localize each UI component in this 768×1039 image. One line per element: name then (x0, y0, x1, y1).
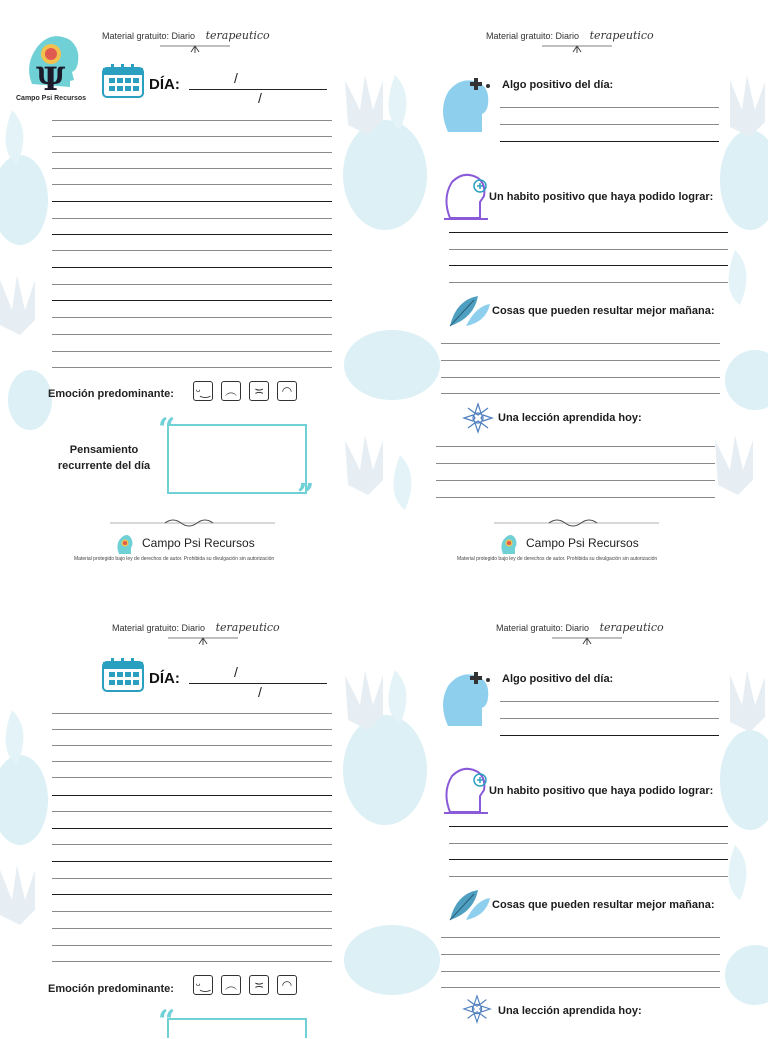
prompt-positive: Algo positivo del día: (502, 79, 614, 91)
answer-line (500, 718, 719, 719)
angry-face-icon[interactable]: ≍ (249, 381, 269, 401)
date-slash-2: / (258, 684, 262, 700)
header-ornament (168, 634, 238, 646)
logo-head-icon (18, 32, 88, 92)
journal-line (52, 218, 332, 219)
calendar-icon (102, 64, 144, 98)
journal-line (52, 351, 332, 352)
header-word1: Diario (171, 31, 196, 41)
head-plus-icon (440, 666, 496, 732)
mandala-icon (462, 994, 492, 1024)
happy-face-icon[interactable]: ᵕ‿ (193, 381, 213, 401)
header-title (486, 29, 654, 42)
quote-close-icon: ” (297, 478, 315, 513)
footer-ornament (494, 518, 659, 528)
header-word1: Diario (555, 31, 580, 41)
svg-text:Ψ: Ψ (36, 60, 66, 92)
answer-line (449, 232, 728, 233)
leaves-icon (446, 292, 492, 330)
emotion-label: Emoción predominante: (48, 983, 174, 995)
answer-line (441, 954, 720, 955)
prompt-habit: Un habito positivo que haya podido lograr: (489, 785, 714, 797)
journal-line (52, 334, 332, 335)
footer-logo-icon (116, 534, 134, 556)
header-word1: Diario (181, 623, 206, 633)
journal-line (52, 250, 332, 251)
thought-box[interactable] (167, 424, 307, 494)
header-prefix: Material gratuito: (112, 623, 180, 633)
journal-line (52, 761, 332, 762)
header-word2: terapeutico (599, 621, 664, 634)
header-ornament (542, 42, 612, 54)
header-word1: Diario (565, 623, 590, 633)
answer-line (441, 987, 720, 988)
footer-brand: Campo Psi Recursos (142, 536, 255, 550)
journal-line (52, 828, 332, 829)
journal-line (52, 961, 332, 962)
header-title (112, 621, 280, 634)
head-plus-icon (440, 72, 496, 138)
thought-label-line1: Pensamiento (69, 444, 139, 456)
leaves-icon (446, 886, 492, 924)
journal-line (52, 713, 332, 714)
header-title (496, 621, 664, 634)
header-title (102, 29, 270, 42)
header-word2: terapeutico (215, 621, 280, 634)
footer-brand: Campo Psi Recursos (526, 536, 639, 550)
journal-line (52, 234, 332, 235)
answer-line (449, 859, 728, 860)
calendar-icon (102, 658, 144, 692)
footer-note: Material protegido bajo ley de derechos de autor. Prohibida su divulgación sin autorización (74, 556, 275, 562)
answer-line (500, 107, 719, 108)
journal-line (52, 795, 332, 796)
upset-face-icon[interactable]: ◠ (277, 381, 297, 401)
journal-line (52, 184, 332, 185)
answer-line (436, 480, 715, 481)
answer-line (449, 265, 728, 266)
prompt-habit: Un habito positivo que haya podido lograr: (489, 191, 714, 203)
journal-line (52, 201, 332, 202)
day-label: DÍA: (149, 76, 180, 93)
emotion-label: Emoción predominante: (48, 388, 174, 400)
sad-face-icon[interactable]: ︵ (221, 975, 241, 995)
answer-line (441, 971, 720, 972)
prompt-better: Cosas que pueden resultar mejor mañana: (492, 305, 715, 317)
journal-line (52, 928, 332, 929)
journal-line (52, 168, 332, 169)
journal-line (52, 136, 332, 137)
prompt-lesson: Una lección aprendida hoy: (498, 1005, 642, 1017)
header-prefix: Material gratuito: (486, 31, 554, 41)
upset-face-icon[interactable]: ◠ (277, 975, 297, 995)
journal-line (52, 861, 332, 862)
habit-head-icon (444, 766, 490, 816)
answer-line (436, 497, 715, 498)
journal-line (52, 152, 332, 153)
prompt-positive: Algo positivo del día: (502, 673, 614, 685)
answer-line (441, 393, 720, 394)
journal-line (52, 878, 332, 879)
answer-line (441, 937, 720, 938)
quote-open-icon: “ (158, 412, 176, 447)
journal-line (52, 729, 332, 730)
footer-ornament (110, 518, 275, 528)
thought-label-line2: recurrente del día (57, 460, 151, 472)
happy-face-icon[interactable]: ᵕ‿ (193, 975, 213, 995)
answer-line (436, 463, 715, 464)
footer-logo-icon (500, 534, 518, 556)
journal-line (52, 284, 332, 285)
journal-line (52, 945, 332, 946)
header-prefix: Material gratuito: (102, 31, 170, 41)
journal-line (52, 367, 332, 368)
footer-note: Material protegido bajo ley de derechos de autor. Prohibida su divulgación sin autorización (457, 556, 658, 562)
answer-line (449, 826, 728, 827)
answer-line (500, 701, 719, 702)
journal-line (52, 267, 332, 268)
habit-head-icon (444, 172, 490, 222)
answer-line (500, 124, 719, 125)
logo-name: Campo Psi Recursos (16, 95, 87, 102)
journal-line (52, 120, 332, 121)
header-ornament (552, 634, 622, 646)
answer-line (441, 343, 720, 344)
date-slash-1: / (234, 664, 238, 680)
answer-line (441, 360, 720, 361)
thought-box[interactable] (167, 1018, 307, 1038)
answer-line (436, 446, 715, 447)
answer-line (500, 141, 719, 142)
journal-line (52, 811, 332, 812)
answer-line (449, 876, 728, 877)
date-slash-2: / (258, 90, 262, 106)
header-prefix: Material gratuito: (496, 623, 564, 633)
prompt-lesson: Una lección aprendida hoy: (498, 412, 642, 424)
thought-label (44, 442, 164, 474)
journal-line (52, 911, 332, 912)
day-label: DÍA: (149, 670, 180, 687)
mandala-icon (462, 402, 494, 434)
journal-line (52, 317, 332, 318)
header-word2: terapeutico (589, 29, 654, 42)
answer-line (449, 282, 728, 283)
logo (18, 32, 88, 106)
header-word2: terapeutico (205, 29, 270, 42)
journal-line (52, 844, 332, 845)
date-slash-1: / (234, 70, 238, 86)
journal-line (52, 894, 332, 895)
answer-line (449, 843, 728, 844)
sad-face-icon[interactable]: ︵ (221, 381, 241, 401)
quote-open-icon: “ (158, 1004, 176, 1039)
journal-line (52, 745, 332, 746)
header-ornament (160, 42, 230, 54)
answer-line (441, 377, 720, 378)
journal-line (52, 777, 332, 778)
angry-face-icon[interactable]: ≍ (249, 975, 269, 995)
journal-line (52, 300, 332, 301)
prompt-better: Cosas que pueden resultar mejor mañana: (492, 899, 715, 911)
answer-line (500, 735, 719, 736)
answer-line (449, 249, 728, 250)
